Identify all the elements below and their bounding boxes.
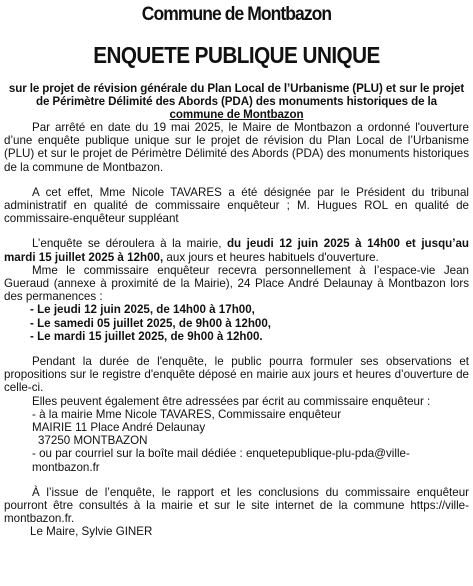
subtitle-text: sur le projet de révision générale du Plan Local de l’Urbanisme (PLU) et sur le projet de Périmètre Délimité des Abords (PDA) des monuments historiques de la	[8, 82, 465, 108]
paragraph-commissaire: A cet effet, Mme Nicole TAVARES a été désignée par le Président du tribunal administratif en qualité de commissaire enquêteur ; M. Hugues ROL en qualité de commissaire-enquêteur suppléant	[4, 185, 469, 226]
paragraph-ecrit: Elles peuvent également être adressées par écrit au commissaire enquêteur :	[32, 394, 431, 408]
permanence-item: - Le mardi 15 juillet 2025, de 9h00 à 12h00.	[30, 329, 263, 343]
address-line: 37250 MONTBAZON	[38, 434, 148, 448]
paragraph-dates	[4, 237, 469, 263]
paragraph-conclusions: À l’issue de l’enquête, le rapport et les conclusions du commissaire enquêteur pourront être consultés à la mairie et sur le site internet de la commune https://ville-montbazon.fr.	[4, 485, 469, 526]
paragraph-permanences-intro: Mme le commissaire enquêteur recevra personnellement à l’espace-vie Jean Gueraud (annexe à proximité de la Mairie), 24 Place André Delaunay à Montbazon lors des permanences :	[4, 263, 469, 304]
notice-subtitle	[4, 82, 469, 121]
permanences-list	[4, 303, 469, 343]
email-line[interactable]: - ou par courriel sur la boîte mail dédiée : enquetepublique-plu-pda@ville-montbazon.fr	[32, 447, 410, 474]
notice-title: ENQUETE PUBLIQUE UNIQUE	[93, 42, 380, 68]
paragraph-observations: Pendant la durée de l'enquête, le public pourra formuler ses observations et propositions sur le registre d'enquête déposé en mairie aux jours et heures d’ouverture de celle-ci.	[4, 355, 469, 395]
permanence-item: - Le jeudi 12 juin 2025, de 14h00 à 17h00,	[30, 303, 255, 317]
dates-end: aux jours et heures habituels d'ouverture.	[166, 250, 379, 264]
subtitle-commune-underlined: commune de Montbazon	[169, 108, 304, 121]
paragraph-arrete: Par arrêté en date du 19 mai 2025, le Maire de Montbazon a ordonné l'ouverture d’une enquête publique unique sur le projet de révision du Plan Local de l’Urbanisme (PLU) et sur le projet de Périmètre Délimité des Abords (PDA) des monuments historiques de la commune de Montbazon.	[4, 121, 469, 174]
permanence-item: - Le samedi 05 juillet 2025, de 9h00 à 12h00,	[30, 316, 272, 330]
address-line: - à la mairie Mme Nicole TAVARES, Commissaire enquêteur	[32, 407, 342, 421]
signature: Le Maire, Sylvie GINER	[30, 525, 153, 539]
commune-heading: Commune de Montbazon	[141, 4, 332, 25]
dates-intro: L’enquête se déroulera à la mairie,	[32, 237, 222, 251]
dates-period: du jeudi 12 juin 2025 à 14h00 et jusqu’au mardi 15 juillet 2025 à 12h00,	[4, 237, 469, 264]
postal-address	[4, 408, 469, 474]
address-line: MAIRIE 11 Place André Delaunay	[32, 421, 206, 435]
